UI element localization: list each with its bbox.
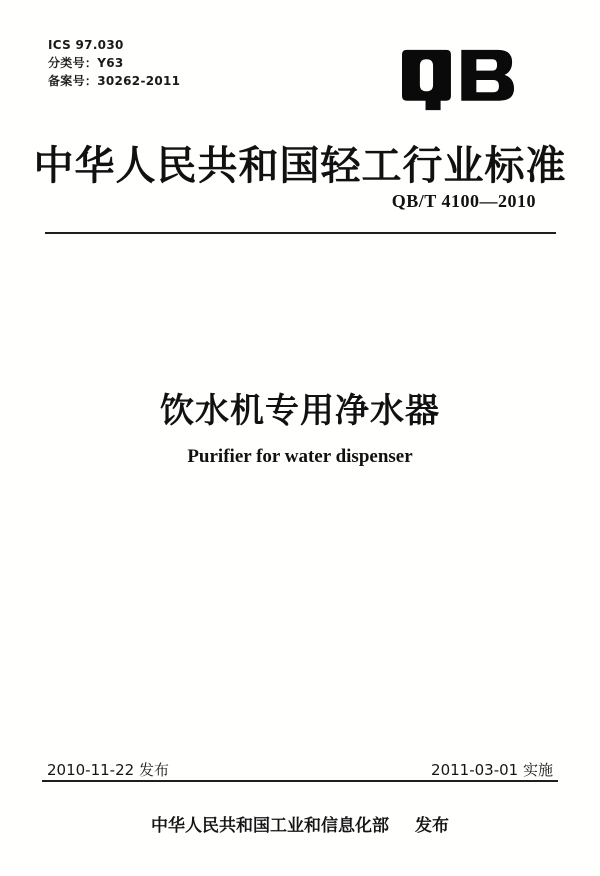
publisher-row	[0, 811, 600, 836]
standard-code: QB/T 4100—2010	[391, 191, 536, 211]
publish-label: 发布	[415, 816, 449, 836]
document-subtitle-english: Purifier for water dispenser	[187, 446, 413, 467]
standard-title: 中华人民共和国轻工行业标准	[33, 143, 567, 188]
record-number: 备案号：30262-2011	[48, 74, 181, 88]
qb-logo-graphic	[402, 49, 514, 111]
document-title: 饮水机专用净水器	[160, 393, 440, 430]
document-meta-block	[48, 36, 180, 90]
classification-number: 分类号：Y63	[48, 56, 124, 70]
publisher-name: 中华人民共和国工业和信息化部	[151, 816, 389, 836]
footer-divider-line	[42, 780, 558, 782]
ics-number: ICS 97.030	[48, 38, 124, 52]
header-divider-line	[45, 232, 556, 234]
issue-date: 2010-11-22 发布	[47, 761, 169, 779]
qb-logo	[402, 49, 514, 111]
dates-row	[47, 759, 553, 780]
implementation-date: 2011-03-01 实施	[431, 761, 553, 779]
